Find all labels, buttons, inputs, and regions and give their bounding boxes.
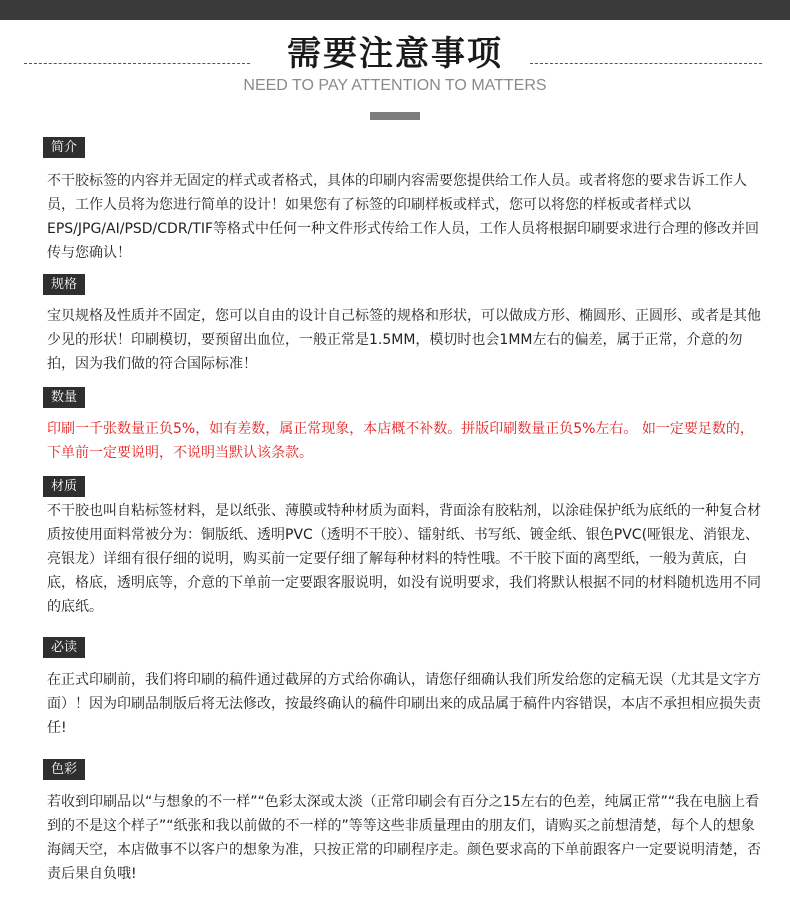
page-title: 需要注意事项 xyxy=(287,34,503,74)
section-text-spec: 宝贝规格及性质并不固定，您可以自由的设计自己标签的规格和形状，可以做成方形、椭圆形、正圆形、或者是其他少见的形状！印刷模切，要预留出血位，一般正常是1.5MM，模切时也会1MM左右的偏差，属于正常，介意的勿拍，因为我们做的符合国际标准！ xyxy=(47,308,761,372)
title-divider-right xyxy=(530,63,762,64)
top-bar xyxy=(0,0,790,20)
section-text-material: 不干胶也叫自粘标签材料，是以纸张、薄膜或特种材质为面料，背面涂有胶粘剂，以涂硅保护纸为底纸的一种复合材质按使用面料常被分为：铜版纸、透明PVC（透明不干胶）、镭射纸、书写纸、镀金纸、银色PVC(哑银龙、消银龙、亮银龙）详细有很仔细的说明，购买前一定要仔细了解每种材料的特性哦。不干胶下面的离型纸，一般为黄底，白底，格底，透明底等，介意的下单前一定要跟客服说明，如没有说明要求，我们将默认根据不同的材料随机选用不同的底纸。 xyxy=(47,503,761,615)
page-subtitle: NEED TO PAY ATTENTION TO MATTERS xyxy=(243,77,547,94)
section-tag-must-read: 必读 xyxy=(43,637,85,658)
section-tag-intro: 简介 xyxy=(43,137,85,158)
section-tag-spec: 规格 xyxy=(43,274,85,295)
section-text-quantity: 印刷一千张数量正负5%，如有差数，属正常现象，本店概不补数。拼版印刷数量正负5%左右。 如一定要足数的，下单前一定要说明，不说明当默认该条款。 xyxy=(47,421,754,461)
section-tag-quantity: 数量 xyxy=(43,387,85,408)
section-text-color: 若收到印刷品以“与想象的不一样”“色彩太深或太淡（正常印刷会有百分之15左右的色差，纯属正常”“我在电脑上看到的不是这个样子”“纸张和我以前做的不一样的”等等这些非质量理由的朋友们，请购买之前想清楚，每个人的想象海阔天空，本店做事不以客户的想象为准，只按正常的印刷程序走。颜色要求高的下单前跟客户一定要说明清楚，否责后果自负哦! xyxy=(47,794,761,882)
section-text-must-read: 在正式印刷前，我们将印刷的稿件通过截屏的方式给你确认，请您仔细确认我们所发给您的定稿无误（尤其是文字方面）！因为印刷品制版后将无法修改，按最终确认的稿件印刷出来的成品属于稿件内容错误，本店不承担相应损失责任! xyxy=(47,672,761,736)
section-tag-color: 色彩 xyxy=(43,759,85,780)
title-accent-bar xyxy=(370,112,420,120)
section-tag-material: 材质 xyxy=(43,476,85,497)
title-divider-left xyxy=(24,63,250,64)
section-text-intro: 不干胶标签的内容并无固定的样式或者格式，具体的印刷内容需要您提供给工作人员。或者将您的要求告诉工作人员，工作人员将为您进行简单的设计！如果您有了标签的印刷样板或样式，您可以将您的样板或者样式以EPS/JPG/AI/PSD/CDR/TIF等格式中任何一种文件形式传给工作人员，工作人员将根据印刷要求进行合理的修改并回传与您确认！ xyxy=(47,173,760,261)
